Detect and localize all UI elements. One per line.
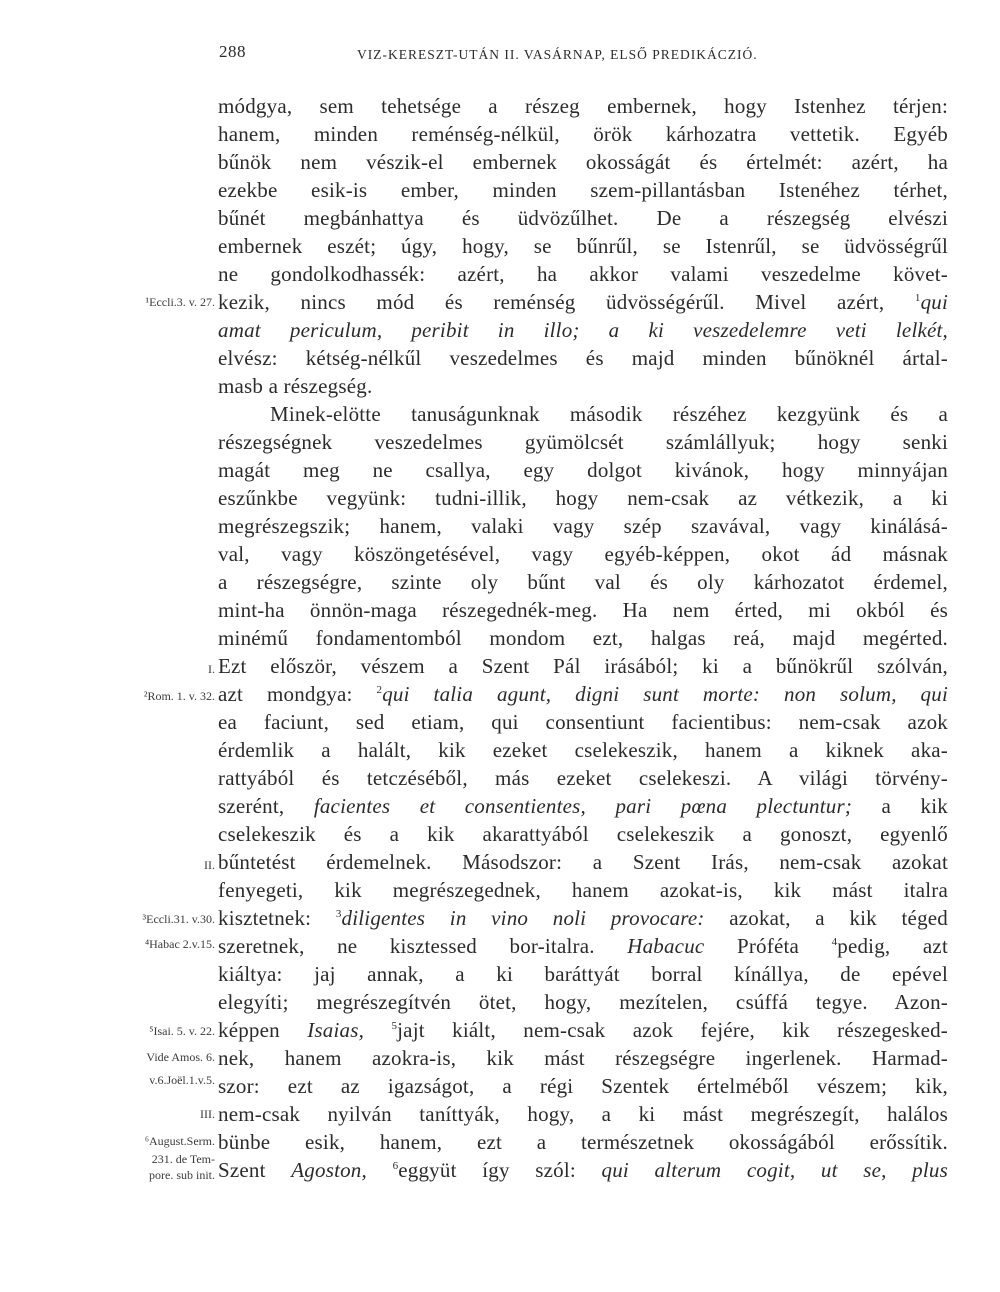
margin-citation: v.6.Joël.1.v.5. xyxy=(149,1073,215,1087)
page-number: 288 xyxy=(219,42,246,61)
text-line: bűnök nem vészik-el embernek okosságát és értelmét: azért, ha xyxy=(218,150,948,174)
text-segment: jajt kiált, nem-csak azok fejére, kik részegesked- xyxy=(397,1018,949,1042)
margin-citation: ⁴Habac 2.v.15. xyxy=(144,937,215,951)
margin-citation: pore. sub init. xyxy=(149,1168,215,1182)
text-segment: kezik, nincs mód és reménség üdvösségérűl. Mivel azért, xyxy=(218,290,915,314)
text-line: Minek-elötte tanuságunknak második részéhez kezgyünk és a xyxy=(270,402,948,426)
text-segment: képpen xyxy=(218,1018,308,1042)
section-numeral: III. xyxy=(200,1107,215,1121)
text-line: cselekeszik és a kik akarattyából cselekeszik a gonoszt, egyenlő xyxy=(218,822,948,846)
name-italic: Habacuc xyxy=(627,934,705,958)
text-segment: Szent xyxy=(218,1158,292,1182)
footnote-ref: 3 xyxy=(335,908,342,920)
text-line xyxy=(218,679,948,709)
text-line: elvész: kétség-nélkűl veszedelmes és majd minden bűnöknél ártal- xyxy=(218,346,948,370)
text-line: ezekbe esik-is ember, minden szem-pillantásban Istenéhez térhet, xyxy=(218,178,948,202)
text-line: részegségnek veszedelmes gyümölcsét számlállyuk; hogy senki xyxy=(218,430,948,454)
text-segment: szeretnek, ne kisztessed bor-italra. xyxy=(218,934,628,958)
running-title: VIZ-KERESZT-UTÁN II. VASÁRNAP, ELSŐ PREDIKÁCZIÓ. xyxy=(357,47,758,62)
text-line: nem-csak nyilván taníttyák, hogy, a ki mást megrészegít, halálos xyxy=(218,1102,948,1126)
margin-citation: Vide Amos. 6. xyxy=(146,1050,215,1064)
text-line: magát meg ne csallya, egy dolgot kivánok, hogy minnyájan xyxy=(218,458,948,482)
text-line: fenyegeti, kik megrészegednek, hanem azokat-is, kik mást italra xyxy=(218,878,948,902)
text-segment: kisztetnek: xyxy=(218,906,336,930)
section-numeral: II. xyxy=(204,858,215,872)
text-line: módgya, sem tehetsége a részeg embernek, hogy Istenhez térjen: xyxy=(218,94,948,118)
text-line: val, vagy köszöngetésével, vagy egyéb-képpen, okot ád másnak xyxy=(218,542,948,566)
text-line xyxy=(218,287,948,317)
text-line: nek, hanem azokra-is, kik mást részegségre ingerlenek. Harmad- xyxy=(218,1046,948,1070)
text-line xyxy=(218,931,948,961)
footnote-ref: 4 xyxy=(831,936,838,948)
footnote-ref: 1 xyxy=(914,292,921,304)
text-segment: a kik xyxy=(852,794,948,818)
margin-citation: ⁵Isai. 5. v. 22. xyxy=(149,1024,215,1038)
text-line: embernek eszét; úgy, hogy, se bűnrűl, se Istenrűl, se üdvösségrűl xyxy=(218,234,948,258)
footnote-ref: 6 xyxy=(392,1160,399,1172)
latin-quote: qui alterum cogit, ut se, plus xyxy=(601,1158,948,1182)
latin-quote: qui talia agunt, digni sunt morte: non solum, qui xyxy=(382,682,948,706)
name-italic: Agoston, xyxy=(291,1158,367,1182)
text-line: minémű fondamentomból mondom ezt, halgas reá, majd megérted. xyxy=(218,626,948,650)
latin-quote: amat periculum, peribit in illo; a ki veszedelemre veti lelkét, xyxy=(218,318,948,342)
text-line: megrészegszik; hanem, valaki vagy szép szavával, vagy kinálásá- xyxy=(218,514,948,538)
text-segment: szerént, xyxy=(218,794,314,818)
text-segment: Próféta xyxy=(704,934,832,958)
margin-citation: ²Rom. 1. v. 32. xyxy=(143,689,215,703)
text-line: rattyából és tetczéséből, más ezeket cselekeszi. A világi törvény- xyxy=(218,766,948,790)
text-line: ea faciunt, sed etiam, qui consentiunt facientibus: nem-csak azok xyxy=(218,710,948,734)
latin-quote: diligentes in vino noli provocare: xyxy=(341,906,705,930)
text-line xyxy=(218,1015,948,1045)
margin-citation: 231. de Tem- xyxy=(151,1152,215,1166)
running-header xyxy=(0,42,1000,72)
text-line: masb a részegség. xyxy=(218,374,373,398)
margin-citation: ⁶August.Serm. xyxy=(144,1134,215,1148)
margin-citation: ³Eccli.31. v.30. xyxy=(142,912,215,926)
latin-quote: facientes et consentientes, pari pœna plectuntur; xyxy=(313,794,853,818)
margin-citation: ¹Eccli.3. v. 27. xyxy=(145,295,215,309)
text-segment: eggyüt így szól: xyxy=(398,1158,602,1182)
text-line: ne gondolkodhassék: azért, ha akkor valami veszedelme követ- xyxy=(218,262,948,286)
text-line: elegyíti; megrészegítvén ötet, hogy, mezítelen, csúffá tegye. Azon- xyxy=(218,990,948,1014)
text-line: eszűnkbe vegyünk: tudni-illik, hogy nem-csak az vétkezik, a ki xyxy=(218,486,948,510)
footnote-ref: 5 xyxy=(391,1020,398,1032)
text-line: hanem, minden reménség-nélkül, örök kárhozatra vettetik. Egyéb xyxy=(218,122,948,146)
text-segment: azt mondgya: xyxy=(218,682,377,706)
text-line: érdemlik a halált, kik ezeket cselekeszik, hanem a kiknek aka- xyxy=(218,738,948,762)
text-line: bünbe esik, hanem, ezt a természetnek okosságából erőssítik. xyxy=(218,1130,948,1154)
name-italic: Isaias, xyxy=(307,1018,365,1042)
text-line: Ezt először, vészem a Szent Pál irásából; ki a bűnökrűl szólván, xyxy=(218,654,948,678)
text-line: bűntetést érdemelnek. Másodszor: a Szent Irás, nem-csak azokat xyxy=(218,850,948,874)
footnote-ref: 2 xyxy=(376,684,383,696)
text-segment: pedig, azt xyxy=(837,934,948,958)
text-line xyxy=(218,315,948,345)
text-segment: azokat, a kik téged xyxy=(704,906,948,930)
latin-quote: qui xyxy=(920,290,948,314)
text-line: kiáltya: jaj annak, a ki baráttyát borral kínállya, de epével xyxy=(218,962,948,986)
text-line: bűnét megbánhattya és üdvözűlhet. De a részegség elvészi xyxy=(218,206,948,230)
text-line xyxy=(218,1155,948,1185)
text-line xyxy=(218,791,948,821)
text-line xyxy=(218,903,948,933)
text-line: a részegségre, szinte oly bűnt val és oly kárhozatot érdemel, xyxy=(218,570,948,594)
section-numeral: I. xyxy=(208,662,215,676)
text-line: szor: ezt az igazságot, a régi Szentek értelméből vészem; kik, xyxy=(218,1074,948,1098)
text-line: mint-ha önnön-maga részegednék-meg. Ha nem érted, mi okból és xyxy=(218,598,948,622)
